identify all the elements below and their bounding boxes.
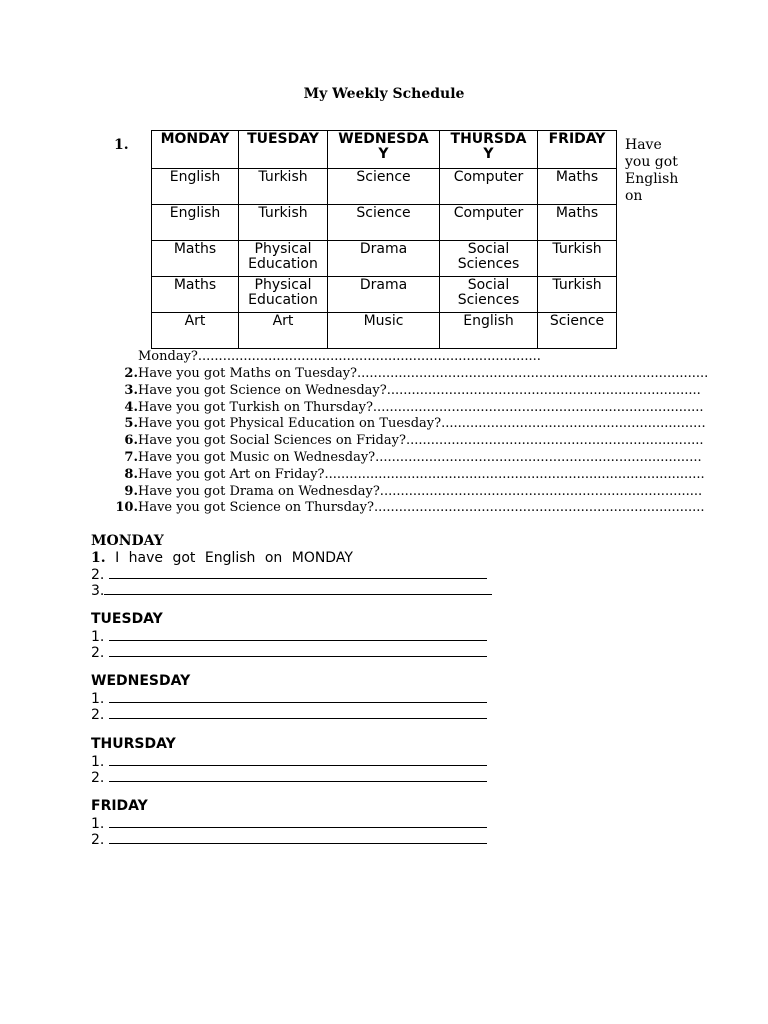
section-heading: WEDNESDAY [91,673,191,689]
section-heading: MONDAY [91,533,164,549]
question-item: 9. Have you got Drama on Wednesday?.............................................................................. [124,483,703,499]
table-cell: English [152,205,239,241]
table-cell: English [440,313,538,349]
table-cell: Maths [152,277,239,313]
table-cell: Turkish [239,169,328,205]
table-cell: Maths [538,169,617,205]
table-cell: English [152,169,239,205]
header-thursday: THURSDA Y [440,131,538,169]
answer-blank[interactable] [109,644,487,657]
question-item: 4. Have you got Turkish on Thursday?................................................................................ [124,399,704,415]
answer-blank[interactable] [109,815,487,828]
table-cell: Art [239,313,328,349]
example-answer: 1. I have got English on MONDAY [91,550,353,566]
section-heading: TUESDAY [91,611,163,627]
question-item: 3. Have you got Science on Wednesday?............................................................................ [124,382,701,398]
answer-section-thursday [91,736,487,785]
table-header-row [152,131,617,169]
table-row [152,277,617,313]
page-title: My Weekly Schedule [303,86,465,102]
answer-line: 1. [91,628,487,644]
table-cell: Social Sciences [440,241,538,277]
section-heading: THURSDAY [91,736,176,752]
question-item: 10. Have you got Science on Thursday?................................................................................ [115,500,705,516]
answer-section-monday [91,533,492,598]
table-cell: Turkish [538,241,617,277]
answer-line: 1. [91,690,487,706]
answer-line: 2. [91,566,492,582]
answer-line: 1. [91,753,487,769]
table-row [152,241,617,277]
table-cell: Physical Education [239,241,328,277]
table-cell: Social Sciences [440,277,538,313]
answer-line: 2. [91,769,487,785]
table-cell: Computer [440,205,538,241]
table-cell: Computer [440,169,538,205]
question-item: 2. Have you got Maths on Tuesday?..................................................................................... [124,366,709,381]
answer-line: 2. [91,706,487,722]
table-cell: Science [328,169,440,205]
table-cell: Drama [328,277,440,313]
header-monday: MONDAY [152,131,239,169]
table-cell: Turkish [239,205,328,241]
question-item: 7. Have you got Music on Wednesday?............................................................................... [124,449,702,465]
table-row [152,313,617,349]
question-1-number: 1. [114,137,129,153]
answer-blank[interactable] [104,582,492,595]
answer-line: 1. [91,815,487,831]
answer-line: 2. [91,831,487,847]
answer-blank[interactable] [109,769,487,782]
table-cell: Art [152,313,239,349]
table-row [152,205,617,241]
table-cell: Science [328,205,440,241]
question-item: 8. Have you got Art on Friday?............................................................................................ [124,466,705,482]
header-tuesday: TUESDAY [239,131,328,169]
question-list [110,366,708,517]
question-item: 5. Have you got Physical Education on Tuesday?................................................................ [124,416,706,432]
answer-blank[interactable] [109,706,487,719]
answer-blank[interactable] [109,566,487,579]
answer-line: 3. [91,582,492,598]
section-heading: FRIDAY [91,798,148,814]
table-row [152,169,617,205]
schedule-table [151,130,617,349]
answer-blank[interactable] [109,628,487,641]
answer-section-friday [91,798,487,847]
table-cell: Music [328,313,440,349]
table-cell: Science [538,313,617,349]
answer-blank[interactable] [109,690,487,703]
header-wednesday: WEDNESDA Y [328,131,440,169]
table-cell: Physical Education [239,277,328,313]
answer-blank[interactable] [109,831,487,844]
table-cell: Maths [152,241,239,277]
question-item: 6. Have you got Social Sciences on Friday?........................................................................ [124,433,704,449]
answer-line: 2. [91,644,487,660]
answer-blank[interactable] [109,753,487,766]
question-1-continuation: Monday?................................................................................... [138,349,541,364]
header-friday: FRIDAY [538,131,617,169]
table-cell: Maths [538,205,617,241]
question-1-text: Have you got English on [625,137,679,204]
answer-section-wednesday [91,673,487,722]
answer-section-tuesday [91,611,487,660]
table-cell: Drama [328,241,440,277]
table-cell: Turkish [538,277,617,313]
